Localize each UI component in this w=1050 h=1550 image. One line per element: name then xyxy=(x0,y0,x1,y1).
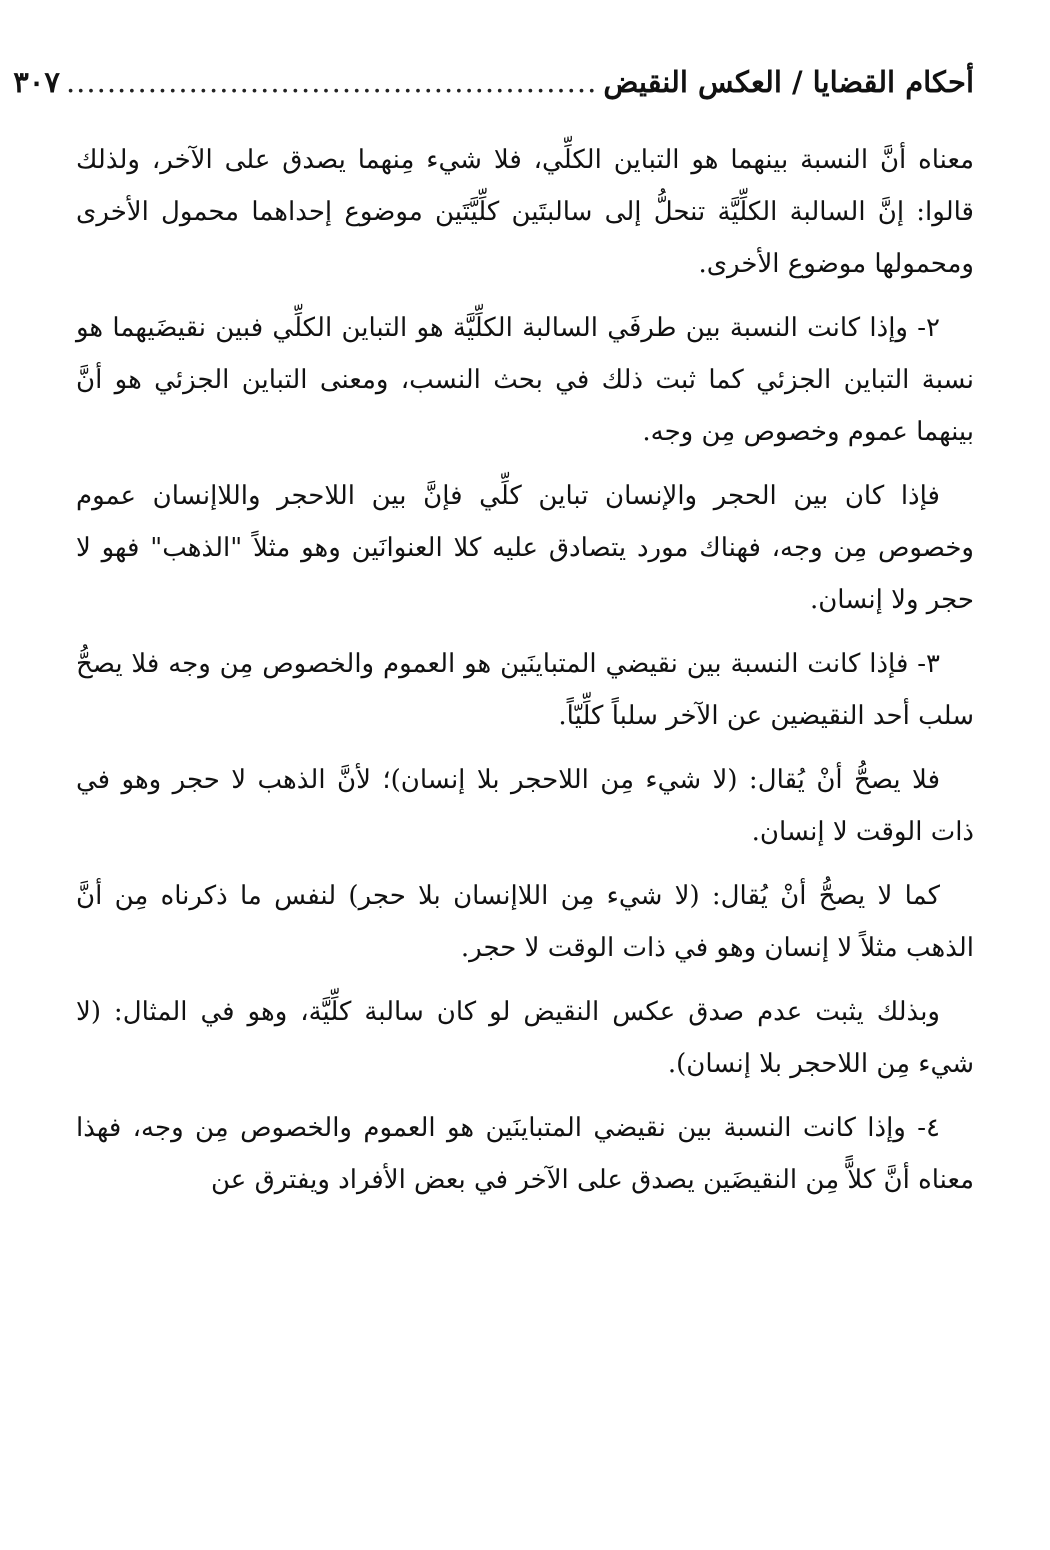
header-title: أحكام القضايا / العكس النقيض xyxy=(603,65,974,99)
paragraph-8: ٤- وإذا كانت النسبة بين نقيضي المتباينَين هو العموم والخصوص مِن وجه، فهذا معناه أنَّ كلاًّ مِن النقيضَين يصدق على الآخر في بعض الأفراد ويفترق عن xyxy=(76,1113,974,1195)
header-leader-dots: .................................................... xyxy=(65,65,598,99)
body-text xyxy=(76,134,974,1206)
paragraph-2: ٢- وإذا كانت النسبة بين طرفَي السالبة الكلِّيَّة هو التباين الكلِّي فبين نقيضَيهما هو نسبة التباين الجزئي كما ثبت ذلك في بحث النسب، ومعنى التباين الجزئي هو أنَّ بينهما عموم وخصوص مِن وجه. xyxy=(76,313,974,447)
paragraph-6: كما لا يصحُّ أنْ يُقال: (لا شيء مِن اللاإنسان بلا حجر) لنفس ما ذكرناه مِن أنَّ الذهب مثلاً لا إنسان وهو في ذات الوقت لا حجر. xyxy=(76,881,974,963)
paragraph-3: فإذا كان بين الحجر والإنسان تباين كلِّي فإنَّ بين اللاحجر واللاإنسان عموم وخصوص مِن وجه، فهناك مورد يتصادق عليه كلا العنوانَين وهو مثلاً "الذهب" فهو لا حجر ولا إنسان. xyxy=(76,481,974,615)
running-header xyxy=(13,60,974,108)
page-number: ٣٠٧ xyxy=(13,65,60,99)
paragraph-1: معناه أنَّ النسبة بينهما هو التباين الكلِّي، فلا شيء مِنهما يصدق على الآخر، ولذلك قالوا: إنَّ السالبة الكلِّيَّة تنحلُّ إلى سالبتَين كلِّيَّتَين موضوع إحداهما محمول الأخرى ومحمولها موضوع الأخرى. xyxy=(76,145,974,279)
paragraph-5: فلا يصحُّ أنْ يُقال: (لا شيء مِن اللاحجر بلا إنسان)؛ لأنَّ الذهب لا حجر وهو في ذات الوقت لا إنسان. xyxy=(76,765,974,847)
paragraph-7: وبذلك يثبت عدم صدق عكس النقيض لو كان سالبة كلِّيَّة، وهو في المثال: (لا شيء مِن اللاحجر بلا إنسان). xyxy=(76,997,974,1079)
paragraph-4: ٣- فإذا كانت النسبة بين نقيضي المتباينَين هو العموم والخصوص مِن وجه فلا يصحُّ سلب أحد النقيضين عن الآخر سلباً كلِّيّاً. xyxy=(76,649,974,731)
